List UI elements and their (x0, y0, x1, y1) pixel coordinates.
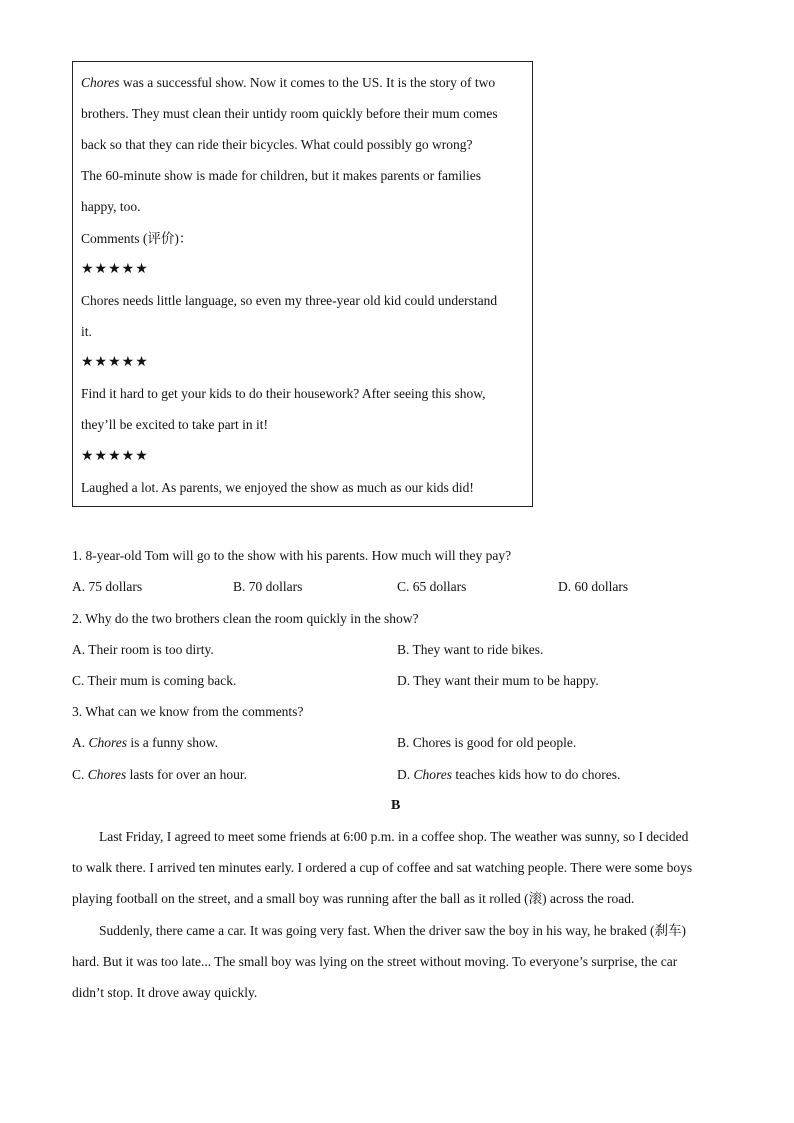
question-1-stem: 1. 8-year-old Tom will go to the show with his parents. How much will they pay? (72, 548, 512, 563)
star-rating-2: ★★★★★ (81, 355, 149, 370)
ad-line-4: The 60-minute show is made for children, but it makes parents or families (81, 168, 482, 183)
question-2-option-c: C. Their mum is coming back. (72, 673, 237, 688)
comment-1-line-1: Chores needs little language, so even my three-year old kid could understand (81, 293, 498, 308)
question-3-option-b: B. Chores is good for old people. (397, 735, 577, 750)
question-3-option-d: D. Chores teaches kids how to do chores. (397, 767, 621, 782)
question-1-option-d: D. 60 dollars (558, 579, 629, 594)
passage-b-p2-line-3: didn’t stop. It drove away quickly. (72, 985, 258, 1000)
passage-b-p1-line-3: playing football on the street, and a small boy was running after the ball as it rolled (滚) across the road. (72, 891, 635, 906)
ad-line-2: brothers. They must clean their untidy room quickly before their mum comes (81, 106, 498, 121)
comment-1-line-2: it. (81, 324, 92, 339)
passage-b-p2-line-2: hard. But it was too late... The small boy was lying on the street without moving. To everyone’s surprise, the car (72, 954, 678, 969)
passage-b-p1-line-1: Last Friday, I agreed to meet some friends at 6:00 p.m. in a coffee shop. The weather was sunny, so I decided (99, 829, 689, 844)
question-2-option-d: D. They want their mum to be happy. (397, 673, 599, 688)
passage-b-p2-line-1: Suddenly, there came a car. It was going very fast. When the driver saw the boy in his way, he braked (刹车) (99, 923, 686, 938)
ad-line-5: happy, too. (81, 199, 141, 214)
comment-2-line-1: Find it hard to get your kids to do their housework? After seeing this show, (81, 386, 486, 401)
question-2-option-a: A. Their room is too dirty. (72, 642, 214, 657)
show-title: Chores (81, 75, 120, 90)
question-3-option-a: A. Chores is a funny show. (72, 735, 219, 750)
comments-label: Comments (评价)： (81, 231, 193, 246)
comment-2-line-2: they’ll be excited to take part in it! (81, 417, 269, 432)
question-3-stem: 3. What can we know from the comments? (72, 704, 304, 719)
section-b-heading: B (391, 798, 401, 813)
comment-3: Laughed a lot. As parents, we enjoyed the show as much as our kids did! (81, 480, 474, 495)
question-1-option-b: B. 70 dollars (233, 579, 303, 594)
question-2-option-b: B. They want to ride bikes. (397, 642, 544, 657)
question-1-option-c: C. 65 dollars (397, 579, 467, 594)
passage-b-p1-line-2: to walk there. I arrived ten minutes early. I ordered a cup of coffee and sat watching people. There were some boys (72, 860, 693, 875)
question-2-stem: 2. Why do the two brothers clean the room quickly in the show? (72, 611, 419, 626)
ad-line-1: Chores was a successful show. Now it comes to the US. It is the story of two (81, 75, 496, 90)
ad-line-3: back so that they can ride their bicycles. What could possibly go wrong? (81, 137, 473, 152)
question-1-option-a: A. 75 dollars (72, 579, 143, 594)
star-rating-3: ★★★★★ (81, 449, 149, 464)
question-3-option-c: C. Chores lasts for over an hour. (72, 767, 248, 782)
star-rating-1: ★★★★★ (81, 262, 149, 277)
show-advertisement-box (72, 61, 533, 507)
